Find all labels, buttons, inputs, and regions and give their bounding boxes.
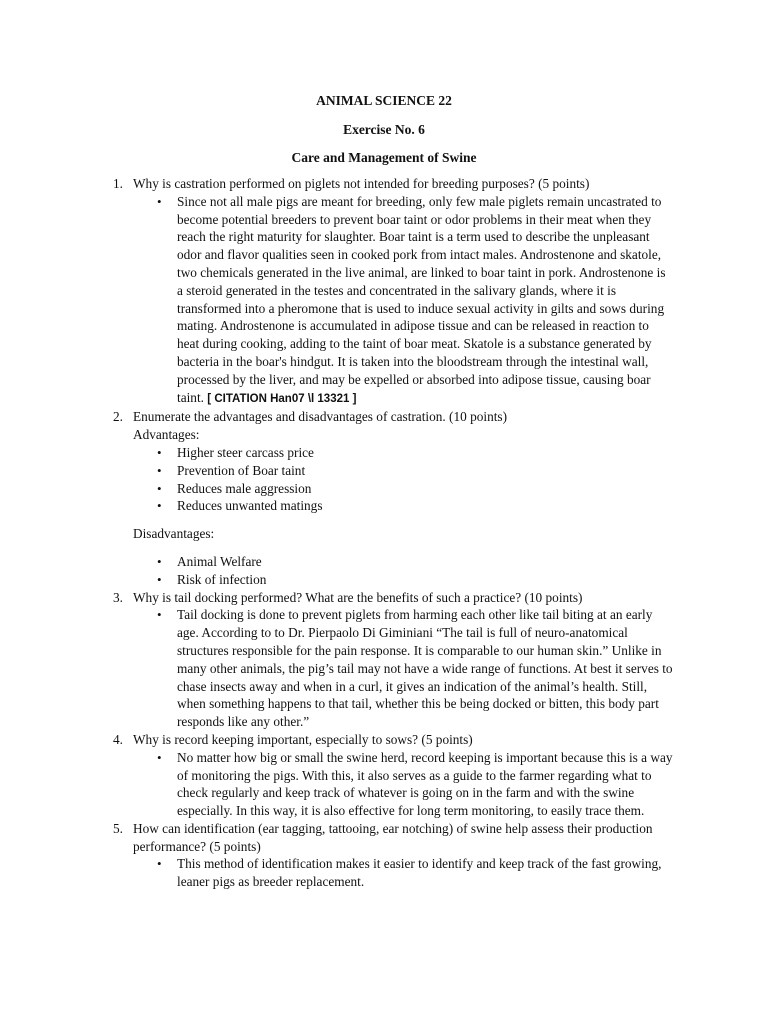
answer-list <box>133 749 673 820</box>
question-item-2 <box>113 408 673 588</box>
advantages-list <box>133 444 673 515</box>
exercise-title: Exercise No. 6 <box>343 122 425 137</box>
document-body <box>113 175 673 891</box>
list-item: • Animal Welfare <box>157 553 673 571</box>
answer-list <box>133 193 673 409</box>
answer-bullet <box>157 193 673 409</box>
question-text: Why is castration performed on piglets not intended for breeding purposes? (5 points) <box>133 176 590 191</box>
list-item: • Reduces male aggression <box>157 480 673 498</box>
question-number: 2. <box>113 409 123 425</box>
question-number: 4. <box>113 731 123 747</box>
question-number: 1. <box>113 176 123 191</box>
question-number: 5. <box>113 820 123 836</box>
citation-field: [ CITATION Han07 \l 13321 ] <box>207 392 357 405</box>
question-text: Why is tail docking performed? What are the benefits of such a practice? (10 points) <box>133 589 583 605</box>
answer-bullet: • No matter how big or small the swine herd, record keeping is important because this is a way of monitoring the pigs. With this, it also serves as a guide to the farmer regarding what to check regularly and keep track of whatever is going on in the farm and with the swine especially. In this way, it is also effective for long term monitoring, to easily trace them. <box>157 749 673 820</box>
question-text: How can identification (ear tagging, tattooing, ear notching) of swine help assess their production performance? (5 points) <box>133 820 653 854</box>
disadvantages-list <box>133 553 673 589</box>
list-item: • Reduces unwanted matings <box>157 497 673 515</box>
spacer <box>133 543 673 553</box>
list-item: • Risk of infection <box>157 571 673 589</box>
question-item-3 <box>113 589 673 731</box>
spacer <box>133 515 673 525</box>
list-item: • Prevention of Boar taint <box>157 462 673 480</box>
question-item-4 <box>113 731 673 820</box>
question-item-5 <box>113 820 673 891</box>
list-item: • Higher steer carcass price <box>157 444 673 462</box>
answer-list <box>133 855 673 891</box>
answer-list <box>133 606 673 731</box>
advantages-label: Advantages: <box>133 427 200 443</box>
question-list <box>113 175 673 891</box>
answer-text: Since not all male pigs are meant for breeding, only few male piglets remain uncastrated to become potential breeders to prevent boar taint or odor problems in their meat when they reach the right maturity for slaughter. Boar taint is a term used to describe the unpleasant odor and flavor qualities seen in cooked pork from intact males. Androstenone and skatole, two chemicals generated in the live animal, are linked to boar taint in pork. Androstenone is a steroid generated in the testes and concentrated in the salivary glands, where it is transformed into a pheromone that is used to induce sexual activity in gilts and sows during mating. Androstenone is accumulated in adipose tissue and can be released in reaction to heat during cooking, adding to the taint of boar meat. Skatole is a substance generated by bacteria in the boar's hindgut. It is taken into the bloodstream through the intestinal wall, processed by the liver, and may be expelled or absorbed into adipose tissue, causing boar taint. <box>177 193 666 405</box>
answer-bullet: • Tail docking is done to prevent piglets from harming each other like tail biting at an early age. According to to Dr. Pierpaolo Di Giminiani “The tail is full of neuro-anatomical structures responsible for the pain response. It is comparable to our human skin.” Unlike in many other animals, the pig’s tail may not have a wide range of functions. At best it serves to chase insects away and when in a curl, it gives an indication of the animal’s health. Still, when something happens to that tail, whether this be being docked or bitten, this body part responds like any other.” <box>157 606 673 731</box>
course-title: ANIMAL SCIENCE 22 <box>316 93 452 108</box>
question-number: 3. <box>113 589 123 605</box>
question-text: Why is record keeping important, especially to sows? (5 points) <box>133 731 473 747</box>
disadvantages-label: Disadvantages: <box>133 526 215 542</box>
topic-title: Care and Management of Swine <box>291 150 477 165</box>
question-text: Enumerate the advantages and disadvantages of castration. (10 points) <box>133 409 508 425</box>
answer-bullet: • This method of identification makes it easier to identify and keep track of the fast growing, leaner pigs as breeder replacement. <box>157 855 673 891</box>
question-item-1 <box>113 175 673 408</box>
